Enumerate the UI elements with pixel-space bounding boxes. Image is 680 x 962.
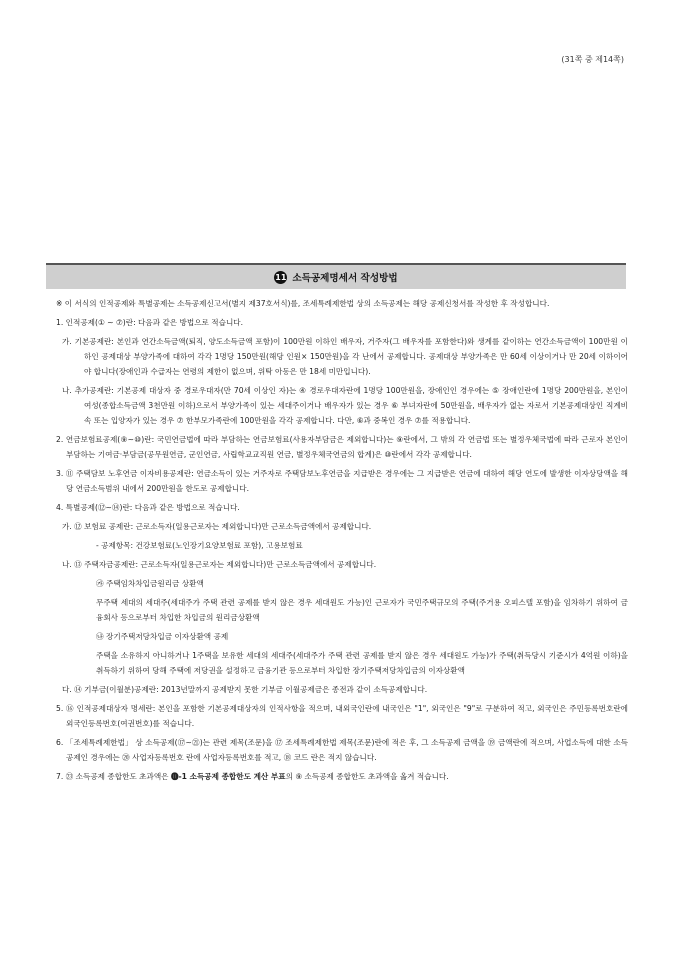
item-1: 1. 인적공제(① ~ ⑦)란: 다음과 같은 방법으로 적습니다. [56,318,244,327]
item-1-na: 나. 추가공제란: 기본공제 대상자 중 경로우대자(만 70세 이상인 자)는 ④ 경로우대자란에 1명당 100만원을, 장애인인 경우에는 ⑤ 장애인란에 1명당 200만원을, 본인이 여성(종합소득금액 3천만원 이하)으로서 부양가족이 있는 세대주이거나 배우자가 있는 경우 ⑥ 부녀자란에 50만원을, 배우자가 없는 자로서 기본공제대상인 직계비속 또는 입양자가 있는 경우 ⑦ 한부모가족란에 100만원을 각각 공제합니다. 다만, ⑥과 중복인 경우 ⑦를 적용합니다. [62,386,628,425]
item-4-na-a-title: ㉮ 주택임차차입금원리금 상환액 [96,579,204,588]
item-4-na-b-title: ㉯ 장기주택저당차입금 이자상환액 공제 [96,632,229,641]
section-title: 소득공제명세서 작성방법 [292,273,398,284]
item-3: 3. ⑪ 주택담보 노후연금 이자비용공제란: 연금소득이 있는 거주자로 주택담보노후연금을 지급받은 경우에는 그 지급받은 연금에 대하여 해당 연도에 발생한 이자상당액을 해당 연금소득범위 내에서 200만원을 한도로 공제합니다. [56,469,628,493]
intro-note: ※ 이 서식의 인적공제와 특별공제는 소득공제신고서(별지 제37호서식)를, 조세특례제한법 상의 소득공제는 해당 공제신청서를 작성한 후 작성합니다. [56,299,550,308]
item-4-ga-sub: - 공제항목: 건강보험료(노인장기요양보험료 포함), 고용보험료 [96,541,303,550]
item-4-na-b-body: 주택을 소유하지 아니하거나 1주택을 보유한 세대의 세대주(세대주가 주택 관련 공제를 받지 않은 경우 세대원도 가능)가 주택(취득당시 기준시가 4억원 이하)을 취득하기 위하여 당해 주택에 저당권을 설정하고 금융기관 등으로부터 차입한 장기주택저당차입금의 이자상환액 [96,651,628,675]
item-7-suffix: 의 ⑨ 소득공제 종합한도 초과액을 옮겨 적습니다. [285,772,449,781]
page-number: (31쪽 중 제14쪽) [561,55,624,64]
item-6: 6. 「조세특례제한법」 상 소득공제(⑰~㉑)는 관련 제목(조문)을 ⑰ 조세특례제한법 제목(조문)란에 적은 후, 그 소득공제 금액을 ⑲ 금액란에 적으며, 사업소득에 대한 소득공제인 경우에는 ⑳ 사업자등록번호 란에 사업자등록번호를 적고, ⑱ 코드 란은 적지 않습니다. [56,738,628,762]
section-title-bar [46,263,626,289]
item-4-na-a-body: 무주택 세대의 세대주(세대주가 주택 관련 공제를 받지 않은 경우 세대원도 가능)인 근로자가 국민주택규모의 주택(주거용 오피스텔 포함)을 임차하기 위하여 금융회사 등으로부터 차입한 차입금의 원리금상환액 [96,598,628,622]
item-7-prefix: 7. ㉓ 소득공제 종합한도 초과액은 [56,772,171,781]
section-number-marker: 11 [275,272,287,282]
item-5: 5. ⑯ 인적공제대상자 명세란: 본인을 포함한 기본공제대상자의 인적사항을 적으며, 내외국인란에 내국인은 "1", 외국인은 "9"로 구분하여 적고, 외국인은 주민등록번호란에 외국인등록번호(여권번호)를 적습니다. [56,704,628,728]
item-4: 4. 특별공제(⑫~⑭)란: 다음과 같은 방법으로 적습니다. [56,503,240,512]
item-7 [52,769,628,784]
item-4-ga: 가. ⑫ 보험료 공제란: 근로소득자(일용근로자는 제외합니다)만 근로소득금액에서 공제합니다. [62,522,372,531]
item-4-da: 다. ⑭ 기부금(이월분)공제란: 2013년말까지 공제받지 못한 기부금 이월공제금은 종전과 같이 소득공제합니다. [62,685,428,694]
item-7-reference: ⓫-1 소득공제 종합한도 계산 부표 [170,772,286,781]
item-2: 2. 연금보험료공제(⑨~⑩)란: 국민연금법에 따라 부담하는 연금보험료(사용자부담금은 제외합니다)는 ⑨란에서, 그 밖의 각 연금법 또는 별정우체국법에 따라 근로자 본인이 부담하는 기여금·부담금(공무원연금, 군인연금, 사립학교교직원 연금, 별정우체국연금의 합계)은 ⑩란에서 각각 공제합니다. [56,435,628,459]
item-4-na: 나. ⑬ 주택자금공제란: 근로소득자(일용근로자는 제외합니다)만 근로소득금액에서 공제합니다. [62,560,377,569]
item-1-ga: 가. 기본공제란: 본인과 연간소득금액(퇴직, 양도소득금액 포함)이 100만원 이하인 배우자, 거주자(그 배우자를 포함한다)와 생계를 같이하는 연간소득금액이 100만원 이하인 공제대상 부양가족에 대하여 각각 1명당 150만원(해당 인원× 150만원)을 각 난에서 공제합니다. 공제대상 부양가족은 만 60세 이상이거나 만 20세 이하이어야 합니다(장애인과 수급자는 연령의 제한이 없으며, 위탁 아동은 만 18세 미만입니다). [62,337,628,376]
instructions-body [52,296,628,788]
